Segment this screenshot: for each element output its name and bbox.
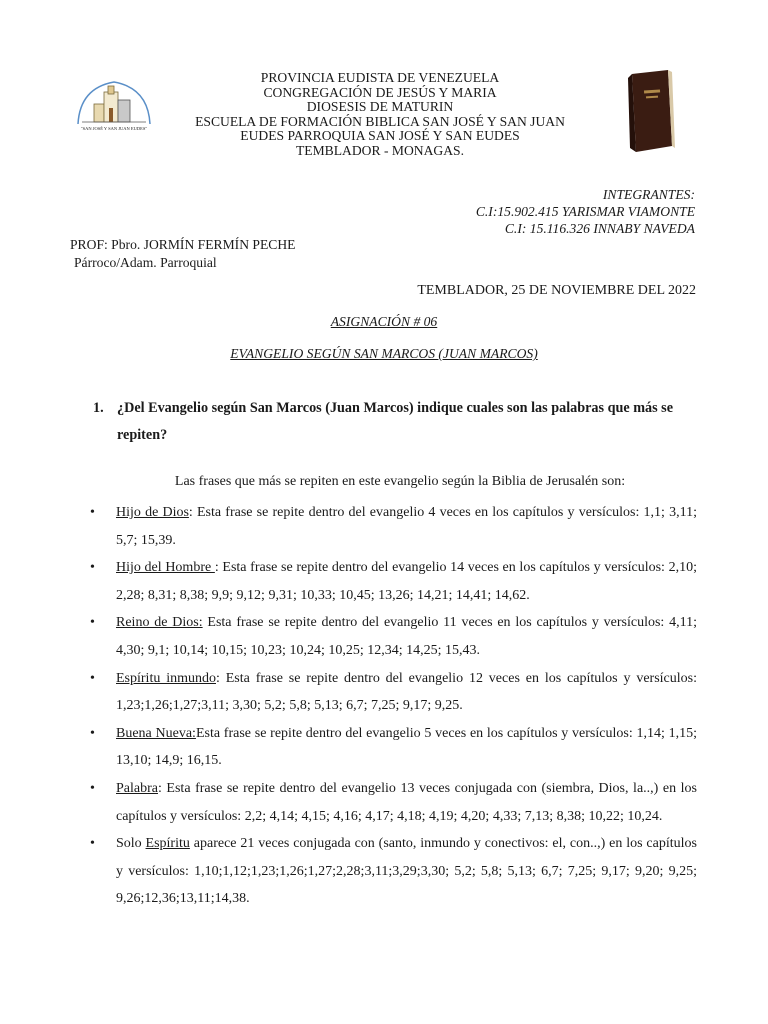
question-text: ¿Del Evangelio según San Marcos (Juan Marcos) indique cuales son las palabras que más se repiten?	[117, 400, 673, 443]
list-item	[90, 554, 697, 609]
list-item	[90, 665, 697, 720]
professor-block	[70, 236, 295, 272]
item-term: Palabra	[116, 780, 158, 796]
item-term: Espíritu inmundo	[116, 670, 216, 686]
item-text: Esta frase se repite dentro del evangelio 5 veces en los capítulos y versículos: 1,14; 1,15; 13,10; 14,9; 16,15.	[116, 725, 697, 769]
item-term: Buena Nueva:	[116, 725, 196, 741]
professor-role: Párroco/Adam. Parroquial	[74, 255, 217, 270]
member-line: C.I: 15.116.326 INNABY NAVEDA	[504, 221, 695, 236]
header-line: DIOSESIS DE MATURIN	[306, 99, 454, 115]
professor-name: PROF: Pbro. JORMÍN FERMÍN PECHE	[70, 237, 296, 252]
bullet: •	[90, 670, 95, 686]
bullet: •	[90, 560, 95, 576]
list-item	[90, 499, 697, 554]
header-line: PROVINCIA EUDISTA DE VENEZUELA	[260, 70, 500, 85]
list-item	[90, 775, 697, 830]
subject-title: EVANGELIO SEGÚN SAN MARCOS (JUAN MARCOS)	[230, 346, 538, 361]
document-date: TEMBLADOR, 25 DE NOVIEMBRE DEL 2022	[417, 283, 696, 298]
header-line: TEMBLADOR - MONAGAS.	[295, 142, 465, 158]
question	[93, 395, 698, 449]
answer-list	[90, 499, 697, 913]
assignment-title: ASIGNACIÓN # 06	[330, 314, 438, 329]
item-term: Hijo del Hombre	[116, 560, 215, 576]
header-line: ESCUELA DE FORMACIÓN BIBLICA SAN JOSÉ Y SAN JUAN	[195, 113, 565, 129]
bullet: •	[90, 836, 95, 852]
item-text: : Esta frase se repite dentro del evangelio 13 veces conjugada con (siembra, Dios, la..,) en los capítulos y versículos: 2,2; 4,14; 4,15; 4,16; 4,17; 4,18; 4,19; 4,20; 4,33; 7,13; 8,38; 10,22; 10,24.	[116, 780, 697, 824]
institution-header	[150, 71, 610, 159]
bullet: •	[90, 725, 95, 741]
logo-caption: "SAN JOSÉ Y SAN JUAN EUDES"	[80, 126, 148, 131]
item-text: : Esta frase se repite dentro del evangelio 12 veces en los capítulos y versículos: 1,23;1,26;1,27;3,11; 3,30; 5,2; 5,8; 5,13; 6,7; 7,25; 9,17; 9,25.	[116, 670, 697, 714]
member-line: C.I:15.902.415 YARISMAR VIAMONTE	[475, 204, 695, 219]
bible-icon	[622, 68, 676, 154]
question-number: 1.	[93, 400, 104, 416]
bullet: •	[90, 780, 95, 796]
list-item	[90, 830, 697, 913]
item-text: Esta frase se repite dentro del evangelio 11 veces en los capítulos y versículos: 4,11; 4,30; 9,1; 10,14; 10,15; 10,23; 10,24; 10,25; 12,34; 14,25; 15,43.	[116, 615, 697, 658]
header-line: EUDES PARROQUIA SAN JOSÉ Y SAN EUDES	[240, 128, 520, 144]
item-text: : Esta frase se repite dentro del evangelio 14 veces en los capítulos y versículos: 2,10; 2,28; 8,31; 8,38; 9,9; 9,12; 9,31; 10,33; 10,45; 13,26; 14,21; 14,41; 14,62.	[116, 560, 698, 603]
item-term: Hijo de Dios	[116, 505, 189, 520]
item-text: : Esta frase se repite dentro del evangelio 4 veces en los capítulos y versículos: 1,1; 3,11; 5,7; 15,39.	[116, 505, 697, 548]
members-block	[476, 186, 695, 237]
list-item	[90, 609, 697, 664]
church-icon	[74, 78, 154, 126]
parish-logo	[74, 78, 154, 138]
item-prefix: Solo	[116, 836, 146, 852]
bullet: •	[90, 615, 95, 631]
answer-intro: Las frases que más se repiten en este evangelio según la Biblia de Jerusalén son:	[174, 474, 626, 489]
item-term: Espíritu	[145, 836, 190, 852]
bible-image	[622, 68, 676, 154]
list-item	[90, 720, 697, 775]
header-line: CONGREGACIÓN DE JESÚS Y MARIA	[263, 84, 497, 100]
members-title: INTEGRANTES:	[602, 187, 695, 202]
item-term: Reino de Dios:	[116, 615, 203, 631]
bullet: •	[90, 505, 95, 520]
item-text: aparece 21 veces conjugada con (santo, inmundo y conectivos: el, con..,) en los capítulos y versículos: 1,10;1,12;1,23;1,26;1,27;2,28;3,11;3,29;3,30; 5,2; 5,8; 5,13; 6,7; 7,25; 9,17; 9,20; 9,25; 9,26;12,36;13,11;14,38.	[116, 836, 697, 907]
